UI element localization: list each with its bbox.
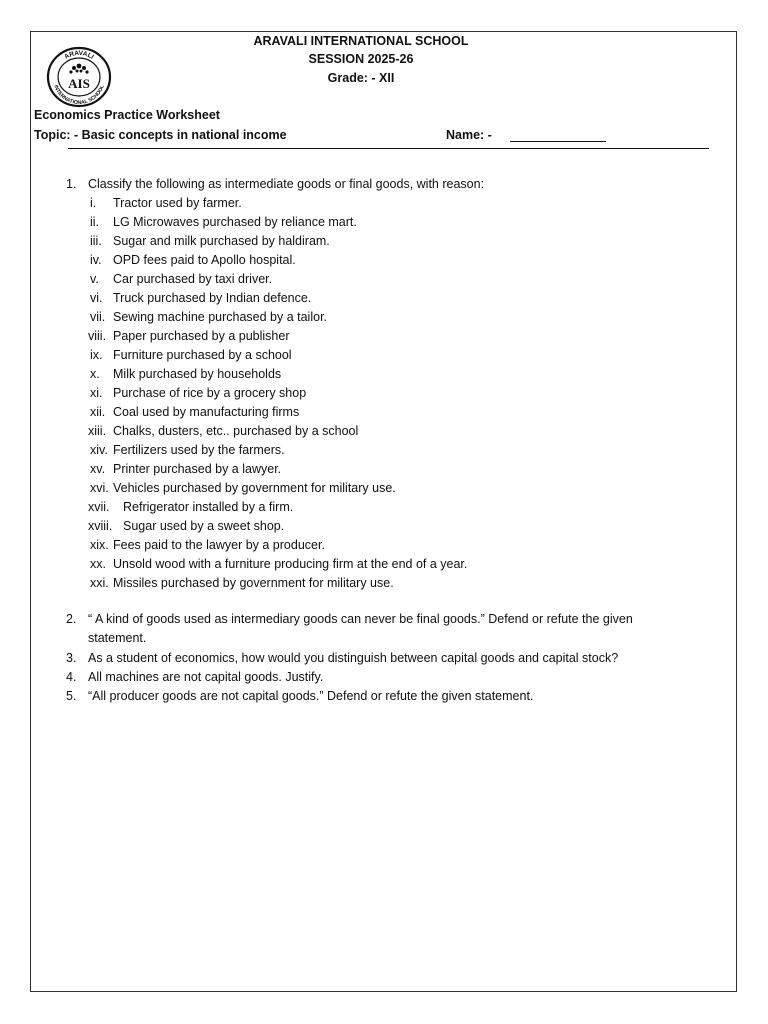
logo-text-bottom: INTERNATIONAL SCHOOL <box>52 84 106 107</box>
item-text: Chalks, dusters, etc.. purchased by a school <box>113 424 359 438</box>
question-number: 3. <box>66 651 77 665</box>
item-text: Car purchased by taxi driver. <box>113 272 273 286</box>
item-number: iv. <box>90 253 102 267</box>
item-text: Fees paid to the lawyer by a producer. <box>113 538 325 552</box>
item-text: LG Microwaves purchased by reliance mart. <box>113 215 357 229</box>
item-number: xvii. <box>88 500 110 514</box>
item-text: Unsold wood with a furniture producing firm at the end of a year. <box>113 557 468 571</box>
session: SESSION 2025-26 <box>308 52 414 66</box>
question-number: 4. <box>66 670 77 684</box>
item-text: Sugar used by a sweet shop. <box>123 519 285 533</box>
item-text: Purchase of rice by a grocery shop <box>113 386 307 400</box>
question-text: statement. <box>88 631 147 645</box>
item-text: Printer purchased by a lawyer. <box>113 462 282 476</box>
item-number: xi. <box>90 386 103 400</box>
item-number: ii. <box>90 215 100 229</box>
worksheet-title: Economics Practice Worksheet <box>34 108 220 122</box>
question-text: “ A kind of goods used as intermediary goods can never be final goods.” Defend or refute the given <box>88 612 633 626</box>
item-number: vii. <box>90 310 106 324</box>
item-number: ix. <box>90 348 103 362</box>
item-text: Truck purchased by Indian defence. <box>113 291 312 305</box>
item-text: Coal used by manufacturing firms <box>113 405 300 419</box>
header-divider <box>68 148 709 149</box>
item-text: Sugar and milk purchased by haldiram. <box>113 234 330 248</box>
item-number: viii. <box>88 329 107 343</box>
item-number: i. <box>90 196 97 210</box>
logo-monogram: AIS <box>68 76 90 91</box>
item-number: xii. <box>90 405 106 419</box>
question-number: 5. <box>66 689 77 703</box>
topic: Topic: - Basic concepts in national income <box>34 128 287 142</box>
item-number: xxi. <box>90 576 109 590</box>
item-number: v. <box>90 272 99 286</box>
item-text: Refrigerator installed by a firm. <box>123 500 294 514</box>
item-number: xviii. <box>88 519 113 533</box>
item-number: vi. <box>90 291 103 305</box>
item-text: Fertilizers used by the farmers. <box>113 443 285 457</box>
item-text: Vehicles purchased by government for military use. <box>113 481 396 495</box>
item-number: xix. <box>90 538 109 552</box>
item-number: x. <box>90 367 100 381</box>
item-number: xx. <box>90 557 106 571</box>
name-label: Name: - <box>446 128 492 142</box>
question-text: All machines are not capital goods. Justify. <box>88 670 324 684</box>
item-text: Furniture purchased by a school <box>113 348 292 362</box>
item-text: Milk purchased by households <box>113 367 282 381</box>
item-number: xiv. <box>90 443 108 457</box>
question-text: Classify the following as intermediate goods or final goods, with reason: <box>88 177 485 191</box>
name-blank-line[interactable] <box>510 141 606 142</box>
item-number: xvi. <box>90 481 109 495</box>
item-text: Tractor used by farmer. <box>113 196 242 210</box>
school-name: ARAVALI INTERNATIONAL SCHOOL <box>253 34 469 48</box>
question-text: “All producer goods are not capital goods.” Defend or refute the given statement. <box>88 689 534 703</box>
grade: Grade: - XII <box>327 71 395 85</box>
item-number: xiii. <box>88 424 107 438</box>
item-text: Missiles purchased by government for military use. <box>113 576 394 590</box>
question-number: 2. <box>66 612 77 626</box>
question-number: 1. <box>66 177 77 191</box>
question-text: As a student of economics, how would you distinguish between capital goods and capital stock? <box>88 651 619 665</box>
item-text: Sewing machine purchased by a tailor. <box>113 310 328 324</box>
item-text: OPD fees paid to Apollo hospital. <box>113 253 296 267</box>
item-number: xv. <box>90 462 106 476</box>
item-number: iii. <box>90 234 102 248</box>
item-text: Paper purchased by a publisher <box>113 329 290 343</box>
logo-text-top: ARAVALI <box>63 49 95 61</box>
